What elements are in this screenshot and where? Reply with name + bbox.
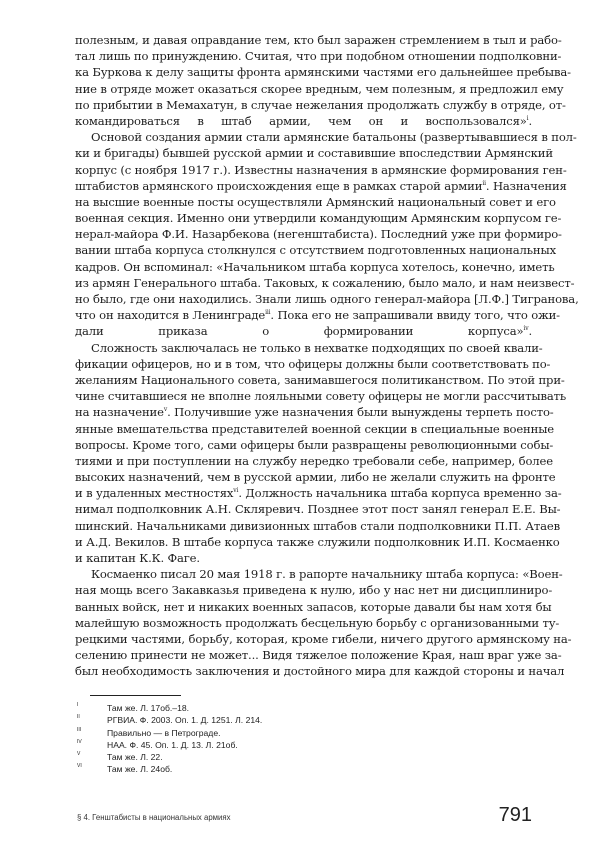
text-line: [75, 356, 551, 372]
footnote-text: НАА. Ф. 45. Оп. 1. Д. 13. Л. 21об.: [107, 739, 238, 750]
text-line: [75, 437, 554, 453]
line-text: ная мощь всего Закавказья приведена к нулю, ибо у нас нет ни дисциплиниро-: [75, 583, 553, 598]
line-text-continued: . Пока его не запрашивали ввиду того, что ожи-: [270, 308, 560, 323]
line-text: янные вмешательства представителей военной секции в специальные военные: [75, 421, 554, 436]
line-text: ванных войск, нет и никаких военных запасов, которые давали бы нам хотя бы: [75, 599, 552, 614]
line-text-continued: .: [528, 324, 532, 339]
line-text: корпус (с ноября 1917 г.). Известны назначения в армянские формирования ген-: [75, 162, 567, 177]
line-text: Основой создания армии стали армянские батальоны (развертывавшиеся в пол-: [91, 130, 577, 145]
text-line: [75, 259, 555, 275]
footnote-mark: IV: [77, 738, 82, 745]
footnote-reference[interactable]: iii: [265, 309, 271, 317]
line-text: и в удаленных местностях: [75, 486, 234, 501]
line-text-continued: . Должность начальника штаба корпуса временно за-: [238, 486, 562, 501]
footnote-text: Там же. Л. 22.: [107, 752, 163, 763]
paragraph: [75, 32, 571, 129]
line-text: шинский. Начальниками дивизионных штабов стали подполковники П.П. Атаев: [75, 518, 560, 533]
text-line: [75, 275, 575, 291]
text-line: [75, 404, 554, 420]
body-text: [75, 32, 579, 680]
text-line: [75, 64, 571, 80]
line-text: тал лишь по принуждению. Считая, что при подобном отношении подполковни-: [75, 49, 562, 64]
footnote-reference[interactable]: iv: [523, 325, 529, 333]
line-text: тиями и при поступлении на службу нередко требовали себе, например, более: [75, 453, 553, 468]
footnote-reference[interactable]: ii: [482, 179, 486, 187]
text-line: [75, 566, 563, 582]
line-text: кадров. Он вспоминал: «Начальником штаба корпуса хотелось, конечно, иметь: [75, 259, 555, 274]
footnote-mark: III: [77, 726, 82, 733]
text-line: [75, 453, 553, 469]
line-text: вопросы. Кроме того, сами офицеры были развращены революционными собы-: [75, 437, 554, 452]
text-line: [75, 226, 562, 242]
text-line: [75, 518, 560, 534]
line-text: дали приказа о формировании корпуса»: [75, 324, 524, 339]
footnote-mark: VI: [77, 763, 82, 770]
text-line: [75, 307, 560, 323]
footnote-reference[interactable]: v: [163, 406, 168, 414]
text-line: [75, 421, 554, 437]
line-text: военная секция. Именно они утвердили командующим Армянским корпусом ге-: [75, 211, 562, 226]
line-text: и капитан К.К. Фаге.: [75, 551, 200, 565]
line-text: Космаенко писал 20 мая 1918 г. в рапорте начальнику штаба корпуса: «Воен-: [91, 567, 563, 582]
page-number: 791: [498, 804, 532, 826]
text-line: [75, 242, 556, 258]
line-text: ка Буркова к делу защиты фронта армянскими частями его дальнейшее пребыва-: [75, 65, 571, 80]
line-text: но было, где они находились. Знали лишь одного генерал-майора [Л.Ф.] Тигранова,: [75, 292, 579, 306]
text-line: [75, 631, 572, 647]
text-line: [75, 145, 553, 161]
footnote-mark: II: [77, 714, 80, 721]
line-text: желаниям Национального совета, занимавшегося политиканством. По этой при-: [75, 372, 565, 387]
text-line: [75, 469, 556, 485]
text-line: [75, 97, 566, 113]
footnote-reference[interactable]: i: [526, 114, 529, 122]
text-line: [75, 129, 577, 145]
line-text: командироваться в штаб армии, чем он и воспользовался»: [75, 113, 527, 128]
text-line: [75, 599, 552, 615]
footnote-text: РГВИА. Ф. 2003. Оп. 1. Д. 1251. Л. 214.: [107, 715, 263, 726]
line-text: и А.Д. Векилов. В штабе корпуса также служили подполковник И.П. Космаенко: [75, 534, 560, 549]
line-text: по прибытии в Мемахатун, в случае нежелания продолжать службу в отряде, от-: [75, 97, 566, 112]
text-line: [75, 162, 567, 178]
text-line: [75, 291, 579, 307]
line-text: малейшую возможность продолжать бесцельную борьбу с организованными ту-: [75, 615, 560, 630]
line-text: из армян Генерального штаба. Таковых, к сожалению, было мало, и нам неизвест-: [75, 275, 575, 290]
text-line: [75, 663, 565, 679]
paragraph: [75, 129, 579, 339]
line-text: фикации офицеров, но и в том, что офицеры должны были соответствовать по-: [75, 356, 551, 371]
paragraph: [75, 566, 572, 679]
line-text: рецкими частями, борьбу, которая, кроме гибели, ничего другого армянскому на-: [75, 631, 572, 646]
line-text: был необходимость заключения и достойного мира для каждой стороны и начал: [75, 664, 565, 679]
line-text: высоких назначений, чем в русской армии, либо не желали служить на фронте: [75, 470, 556, 485]
text-line: [75, 582, 553, 598]
line-text: селению принести не может... Видя тяжелое положение Края, наш враг уже за-: [75, 648, 562, 663]
text-line: [75, 178, 567, 194]
paragraph: [75, 340, 567, 567]
line-text: на высшие военные посты осуществляли Армянский национальный совет и его: [75, 194, 556, 209]
text-line: [75, 501, 561, 517]
text-line: [75, 485, 562, 501]
line-text-continued: .: [528, 113, 532, 128]
line-text-continued: . Получившие уже назначения были вынуждены терпеть посто-: [167, 405, 554, 420]
text-line: [75, 372, 565, 388]
line-text: что он находится в Ленинграде: [75, 308, 266, 323]
line-text: полезным, и давая оправдание тем, кто был заражен стремлением в тыл и рабо-: [75, 33, 562, 47]
footnote-divider: [90, 695, 181, 696]
line-text: нерал-майора Ф.И. Назарбекова (негенштабиста). Последний уже при формиро-: [75, 227, 562, 242]
footnote-reference[interactable]: vi: [233, 487, 239, 495]
text-line: [75, 550, 532, 566]
line-text: ние в отряде может оказаться скорее вредным, чем полезным, я предложил ему: [75, 81, 564, 96]
line-text: на назначение: [75, 405, 164, 420]
line-text: Сложность заключалась не только в нехватке подходящих по своей квали-: [91, 340, 543, 355]
text-line: [75, 32, 562, 48]
footnote-text: Там же. Л. 17об.–18.: [107, 703, 190, 713]
text-line: [75, 48, 562, 64]
line-text-continued: . Назначения: [485, 178, 567, 193]
text-line: [75, 647, 562, 663]
text-line: [75, 81, 564, 97]
line-text: чине считавшиеся не вполне лояльными совету офицеры не могли рассчитывать: [75, 389, 567, 404]
footnote-text: Там же. Л. 24об.: [107, 764, 173, 775]
line-text: вании штаба корпуса столкнулся с отсутствием подготовленных национальных: [75, 243, 556, 258]
text-line: [75, 194, 556, 210]
footnote-mark: V: [77, 751, 81, 758]
text-line: [75, 534, 560, 550]
line-text: штабистов армянского происхождения еще в рамках старой армии: [75, 178, 483, 193]
line-text: ки и бригады) бывшей русской армии и составившие впоследствии Армянский: [75, 146, 553, 161]
text-line: [75, 210, 562, 226]
line-text: нимал подполковник А.Н. Скляревич. Позднее этот пост занял генерал Е.Е. Вы-: [75, 502, 561, 517]
running-title: § 4. Генштабисты в национальных армиях: [77, 813, 231, 822]
text-line: [75, 615, 560, 631]
footnote-mark: I: [77, 702, 79, 708]
footnote-text: Правильно — в Петрограде.: [107, 727, 221, 738]
text-line: [75, 388, 567, 404]
text-line: [75, 323, 532, 339]
text-line: [75, 340, 543, 356]
text-line: [75, 113, 532, 129]
